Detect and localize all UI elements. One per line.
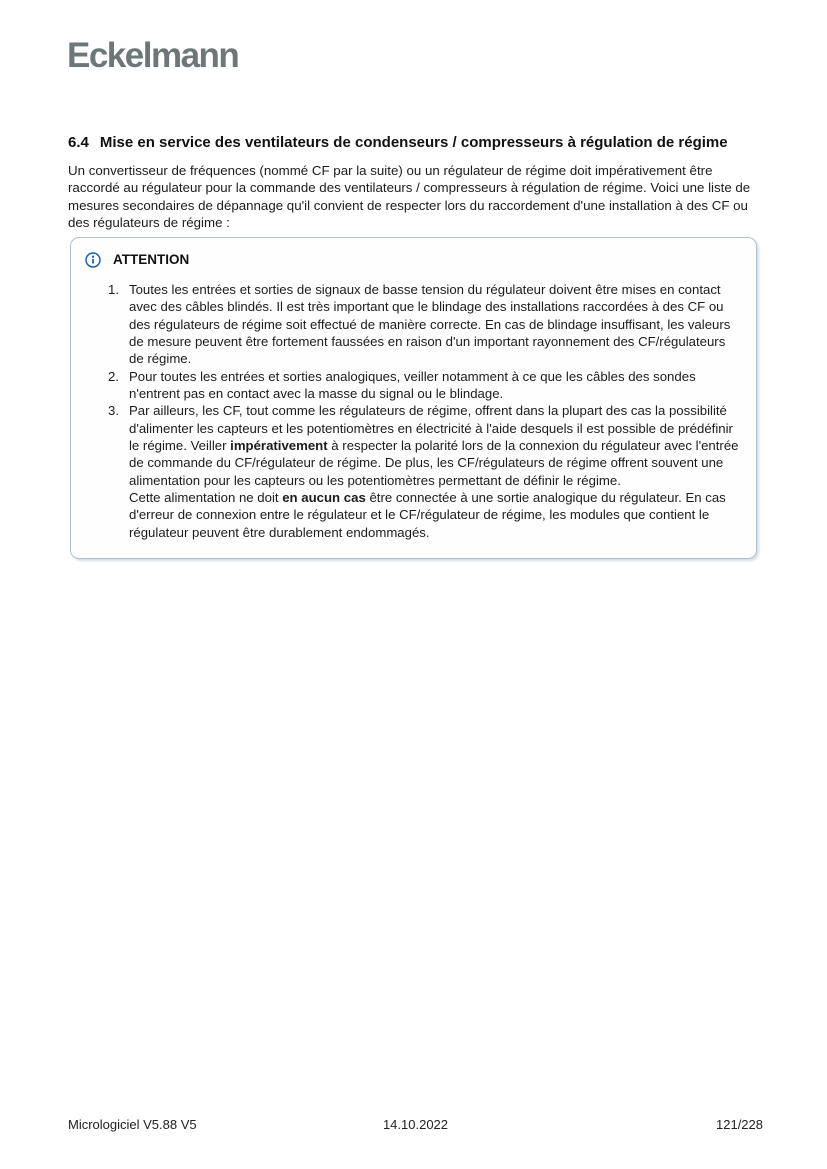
section-title: Mise en service des ventilateurs de condenseurs / compresseurs à régulation de régime bbox=[99, 134, 728, 151]
attention-item-3 bbox=[108, 402, 740, 541]
attention-item-number: 1. bbox=[108, 282, 119, 297]
attention-item-text: Par ailleurs, les CF, tout comme les régulateurs de régime, offrent dans la plupart des cas la possibilité d'alimenter les capteurs et les potentiomètres en électricité à l'aide desquels il est possible de prédéfinir le régime. Veiller impérativement à respecter la polarité lors de la connexion du régulateur avec l'entrée de commande du CF/régulateur de régime. De plus, les CF/régulateurs de régime offrent souvent une alimentation pour les capteurs ou les potentiomètres permettant de définir le régime. Cette alimentation ne doit en aucun cas être connectée à une sortie analogique du régulateur. En cas d'erreur de connexion entre le régulateur et le CF/régulateur de régime, les modules que contient le régulateur peuvent être durablement endommagés. bbox=[129, 403, 739, 540]
info-icon bbox=[85, 252, 101, 268]
page-footer bbox=[68, 1117, 763, 1132]
attention-item-text: Pour toutes les entrées et sorties analogiques, veiller notamment à ce que les câbles des sondes n'entrent pas en contact avec la masse du signal ou le blindage. bbox=[129, 368, 696, 402]
attention-item-1 bbox=[108, 281, 740, 368]
attention-title: ATTENTION bbox=[113, 252, 190, 267]
footer-page-number: 121/228 bbox=[716, 1117, 763, 1132]
attention-item-2 bbox=[108, 368, 740, 403]
attention-item-text: Toutes les entrées et sorties de signaux de basse tension du régulateur doivent être mises en contact avec des câbles blindés. Il est très important que le blindage des installations raccordées à des CF ou des régulateurs de régime soit effectué de manière correcte. En cas de blindage insuffisant, les valeurs de mesure peuvent être fortement faussées en raison d'un important rayonnement des CF/régulateurs de régime. bbox=[129, 282, 731, 367]
footer-date: 14.10.2022 bbox=[382, 1117, 449, 1132]
attention-header bbox=[85, 251, 740, 268]
footer-version: Micrologiciel V5.88 V5 bbox=[68, 1117, 197, 1132]
attention-callout-box bbox=[70, 237, 757, 559]
attention-item-number: 3. bbox=[108, 403, 119, 419]
intro-paragraph: Un convertisseur de fréquences (nommé CF par la suite) ou un régulateur de régime doit impérativement être raccordé au régulateur pour la commande des ventilateurs / compresseurs à régulation de régime. Voici une liste de mesures secondaires de dépannage qu'il convient de respecter lors du raccordement d'une installation à des CF ou des régulateurs de régime : bbox=[68, 163, 751, 231]
section-number: 6.4 bbox=[68, 134, 89, 151]
company-logo: Eckelmann bbox=[67, 36, 239, 75]
attention-list bbox=[85, 281, 740, 541]
attention-item-number: 2. bbox=[108, 368, 119, 384]
section-heading bbox=[68, 134, 768, 151]
